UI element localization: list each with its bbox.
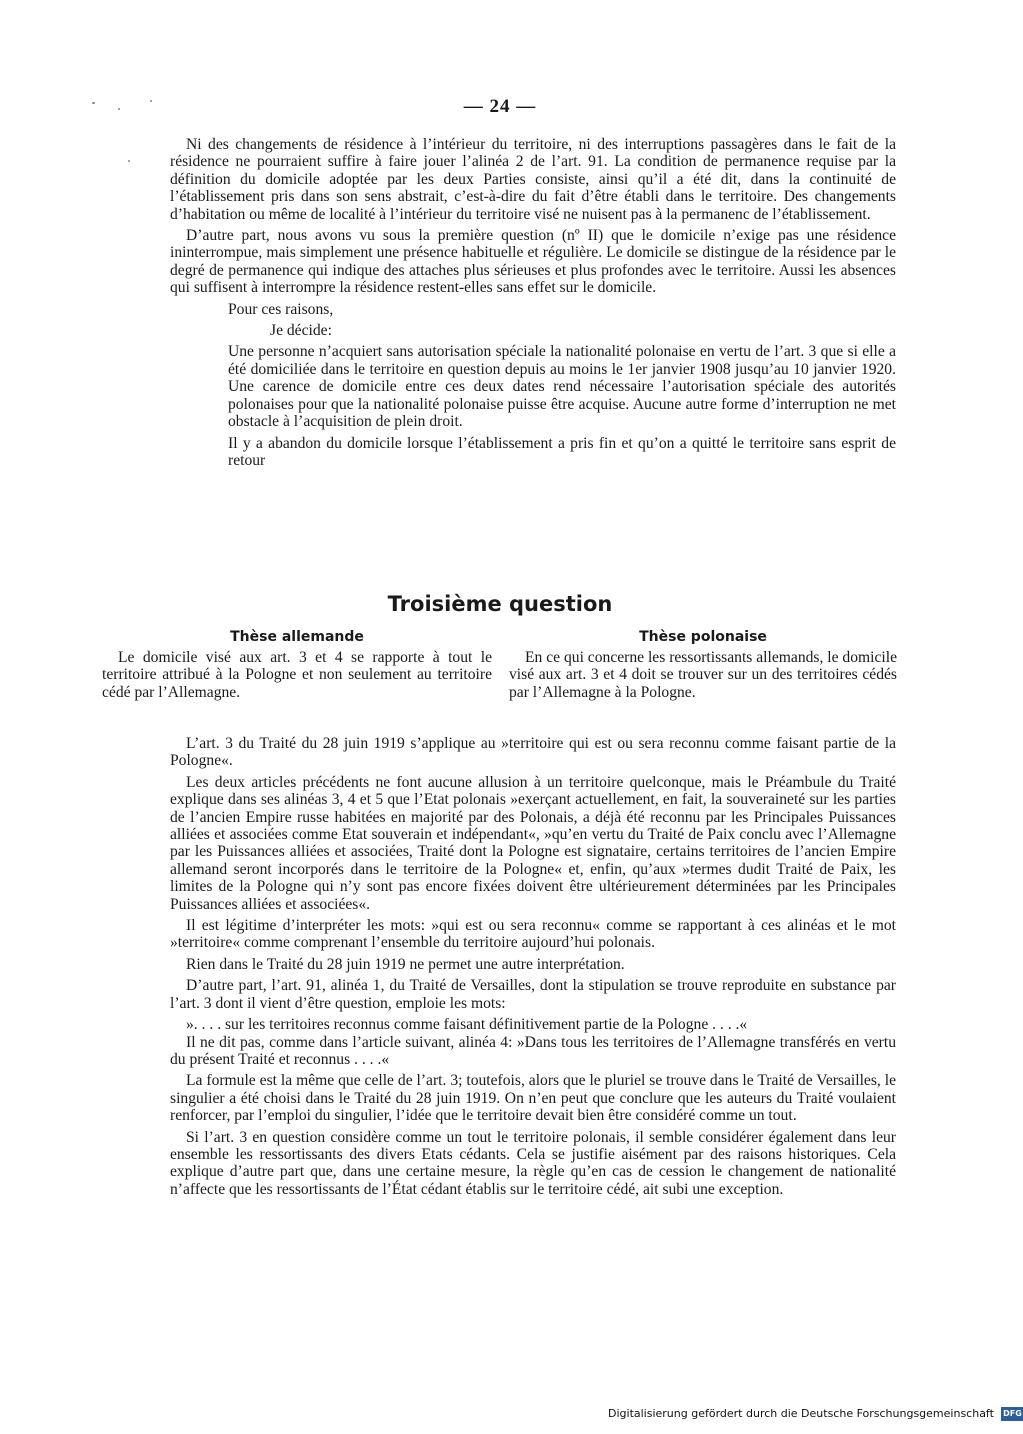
- footer-text: Digitalisierung gefördert durch die Deutsche Forschungsgemeinschaft: [608, 1407, 994, 1420]
- body-paragraph: Rien dans le Traité du 28 juin 1919 ne permet une autre interprétation.: [186, 955, 625, 973]
- section-title: Troisième question: [387, 592, 613, 616]
- these-allemande: [102, 629, 492, 701]
- decision-paragraph: Une personne n’acquiert sans autorisation spéciale la nationalité polonaise en vertu de l’art. 3 que si elle a été domiciliée dans le territoire en question depuis au moins le 1er janvier 1908 jusqu’au 10 janvier 1920. Une carence de domicile entre ces deux dates rend nécessaire l’autorisation spéciale des autorités polonaises pour que la nationalité polonaise puisse être acquise. Aucune autre forme d’interruption ne met obstacle à l’acquisition de plein droit.: [228, 343, 896, 431]
- these-allemande-text: Le domicile visé aux art. 3 et 4 se rapporte à tout le territoire attribué à la Pologne et non seulement au territoire cédé par l’Allemagne.: [102, 649, 492, 701]
- dfg-logo-icon: DFG: [1001, 1407, 1023, 1421]
- these-polonaise: [509, 629, 897, 701]
- pour-ces-raisons: Pour ces raisons,: [228, 300, 334, 318]
- scan-speck: [128, 160, 130, 162]
- digitization-footer: [608, 1405, 1022, 1423]
- page-number: — 24 —: [463, 96, 537, 117]
- body-paragraph: L’art. 3 du Traité du 28 juin 1919 s’applique au »territoire qui est ou sera reconnu comme faisant partie de la Pologne«.: [170, 735, 896, 770]
- body-paragraph: Si l’art. 3 en question considère comme un tout le territoire polonais, il semble considérer également dans leur ensemble les ressortissants des divers Etats cédants. Cela se justifie aisément par des raisons historiques. Cela explique d’autre part que, dans une certaine mesure, la règle qu’en cas de cession le changement de nationalité n’affecte que les ressortissants de l’État cédant établis sur le territoire cédé, ait subi une exception.: [170, 1128, 896, 1198]
- intro-paragraph: Ni des changements de résidence à l’intérieur du territoire, ni des interruptions passagères dans le fait de la résidence ne pourraient suffire à faire jouer l’alinéa 2 de l’art. 91. La condition de permanence requise par la définition du domicile adoptée par les deux Parties consiste, ainsi qu’il a été dit, dans la continuité de l’établissement pris dans son sens abstrait, c’est-à-dire du fait d’être établi dans le territoire. Des changements d’habitation ou même de localité à l’intérieur du territoire visé ne nuisent pas à la permanenc de l’établissement.: [170, 136, 896, 223]
- body-section: [170, 735, 896, 1198]
- body-paragraph: Il ne dit pas, comme dans l’article suivant, alinéa 4: »Dans tous les territoires de l’Allemagne transférés en vertu du présent Traité et reconnus . . . .«: [170, 1033, 896, 1068]
- these-polonaise-heading: Thèse polonaise: [639, 629, 767, 645]
- body-paragraph: Les deux articles précédents ne font aucune allusion à un territoire quelconque, mais le Préambule du Traité explique dans ses alinéas 3, 4 et 5 que l’Etat polonais »exerçant actuellement, en fait, la souveraineté sur les parties de l’ancien Empire russe habitées en majorité par des Polonais, a déjà été reconnu par les Principales Puissances alliées et associées comme Etat souverain et indépendant«, »qu’en vertu du Traité de Paix conclu avec l’Allemagne par les Puissances alliées et associées, Traité dont la Pologne est signataire, certains territoires de l’ancien Empire allemand seront incorporés dans le territoire de la Pologne« et, enfin, qu’aux »termes dudit Traité de Paix, les limites de la Pologne qui n’y sont pas encore fixées doivent être ultérieurement déterminées par les Principales Puissances alliées et associées«.: [170, 773, 896, 913]
- decision-paragraph: Il y a abandon du domicile lorsque l’établissement a pris fin et qu’on a quitté le territoire sans esprit de retour: [228, 434, 896, 469]
- quotation: ». . . . sur les territoires reconnus comme faisant définitivement partie de la Pologne . . . .«: [186, 1016, 748, 1034]
- intro-section: [170, 136, 896, 469]
- body-paragraph: D’autre part, l’art. 91, alinéa 1, du Traité de Versailles, dont la stipulation se trouve reproduite en substance par l’art. 3 dont il vient d’être question, emploie les mots:: [170, 977, 896, 1012]
- je-decide: Je décide:: [270, 322, 332, 340]
- these-allemande-heading: Thèse allemande: [230, 629, 364, 645]
- intro-paragraph: D’autre part, nous avons vu sous la première question (nº II) que le domicile n’exige pas une résidence ininterrompue, mais simplement une présence habituelle et régulière. Le domicile se distingue de la résidence par le degré de permanence qui indique des attaches plus sérieuses et plus profondes avec le territoire. Aussi les absences qui suffisent à interrompre la résidence restent-elles sans effet sur le domicile.: [170, 227, 896, 297]
- these-polonaise-text: En ce qui concerne les ressortissants allemands, le domicile visé aux art. 3 et 4 doit se trouver sur un des territoires cédés par l’Allemagne à la Pologne.: [509, 649, 897, 701]
- body-paragraph: La formule est la même que celle de l’art. 3; toutefois, alors que le pluriel se trouve dans le Traité de Versailles, le singulier a été choisi dans le Traité du 28 juin 1919. On n’en peut que conclure que les auteurs du Traité voulaient renforcer, par l’emploi du singulier, l’idée que le territoire devait bien être considéré comme un tout.: [170, 1072, 896, 1125]
- body-paragraph: Il est légitime d’interpréter les mots: »qui est ou sera reconnu« comme se rapportant à ces alinéas et le mot »territoire« comme comprenant l’ensemble du territoire aujourd’hui polonais.: [170, 917, 896, 952]
